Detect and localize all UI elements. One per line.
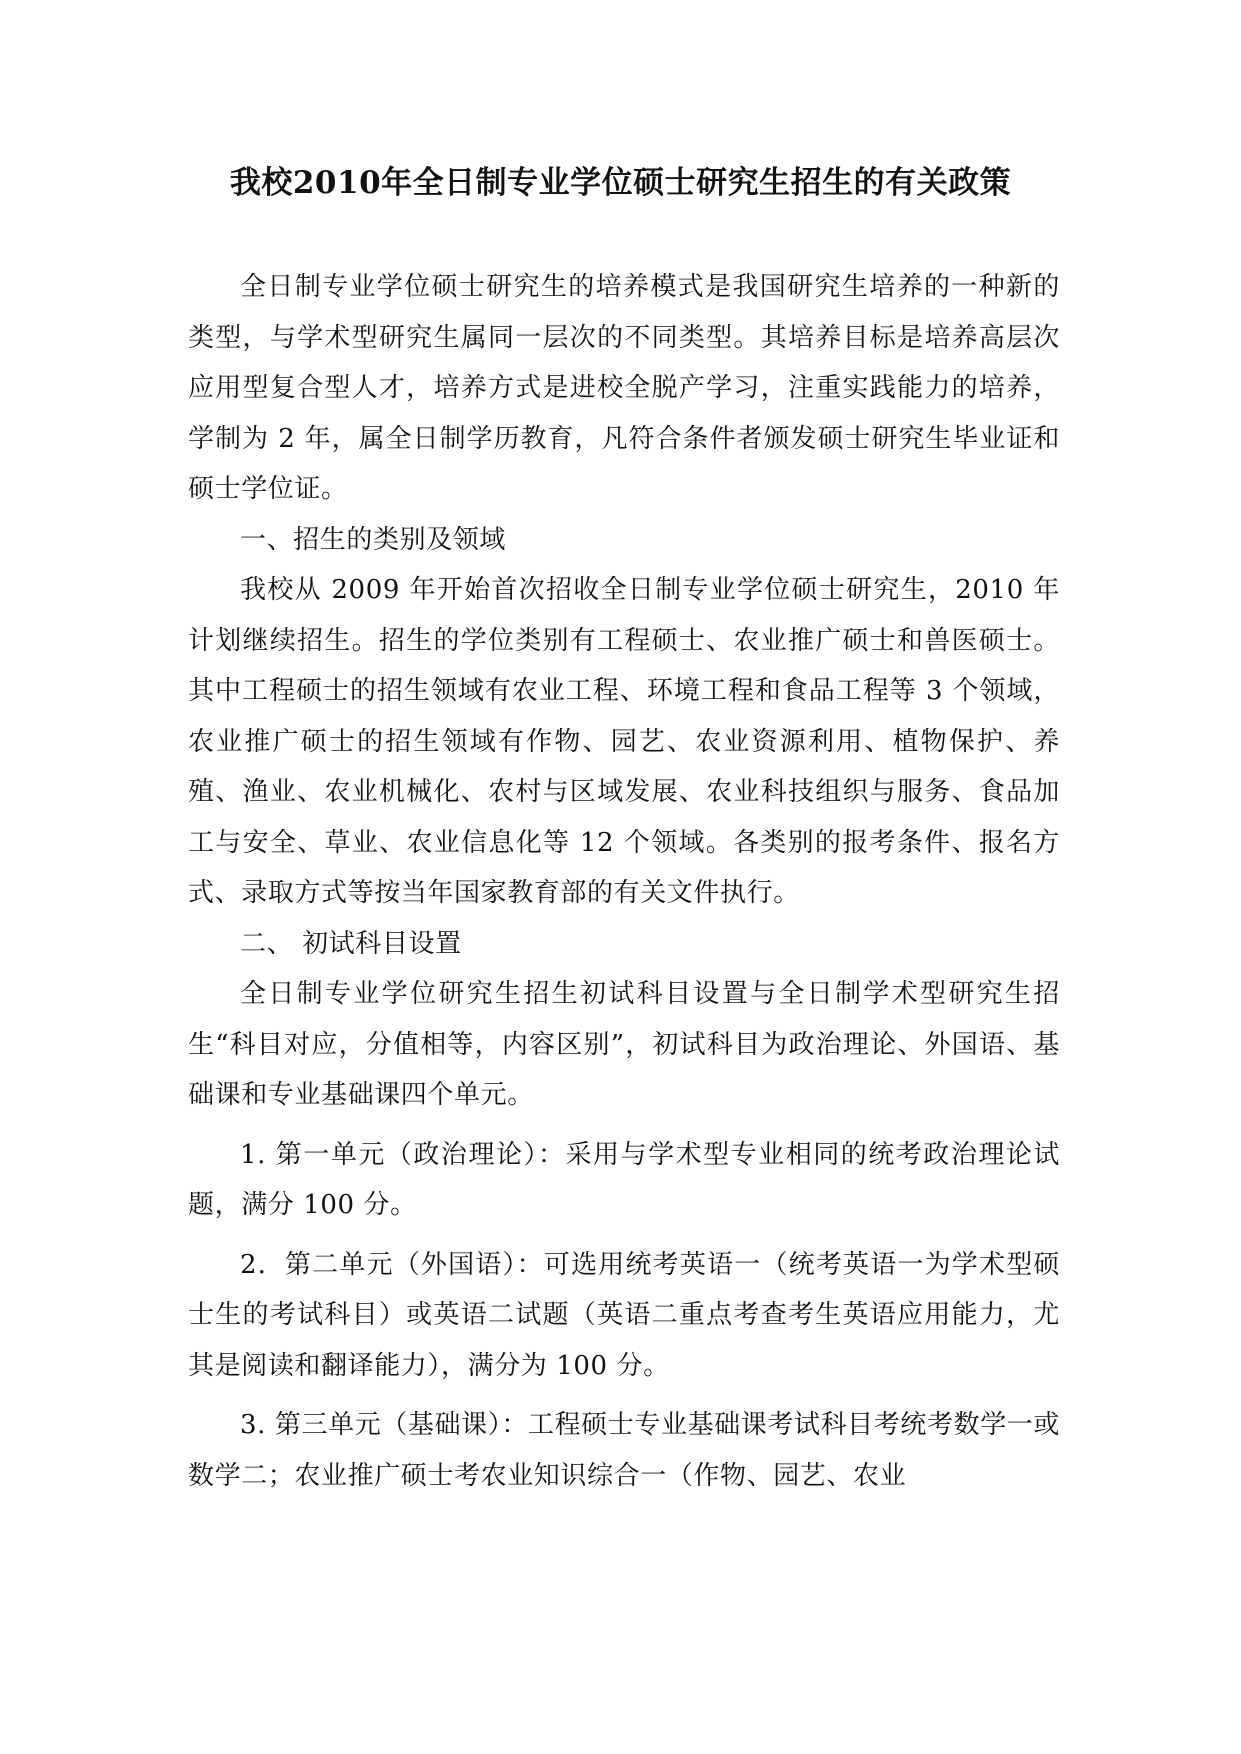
paragraph-exam-subjects: 全日制专业学位研究生招生初试科目设置与全日制学术型研究生招生“科目对应，分值相等，内容区别”，初试科目为政治理论、外国语、基础课和专业基础课四个单元。: [188, 979, 1060, 1110]
list-item-unit-3: 3. 第三单元（基础课）：工程硕士专业基础课考试科目考统考数学一或数学二；农业推广硕士考农业知识综合一（作物、园艺、农业: [188, 1410, 1060, 1491]
list-item-unit-1: 1. 第一单元（政治理论）：采用与学术型专业相同的统考政治理论试题，满分 100 分。: [188, 1139, 1060, 1220]
document-body: [188, 262, 1060, 1501]
document-title: 我校2010年全日制专业学位硕士研究生招生的有关政策: [229, 165, 1012, 201]
section-heading-exam-subjects: 二、 初试科目设置: [240, 928, 462, 959]
paragraph-intro: 全日制专业学位硕士研究生的培养模式是我国研究生培养的一种新的类型，与学术型研究生属同一层次的不同类型。其培养目标是培养高层次应用型复合型人才，培养方式是进校全脱产学习，注重实践能力的培养，学制为 2 年，属全日制学历教育，凡符合条件者颁发硕士研究生毕业证和硕士学位证。: [188, 272, 1060, 504]
paragraph-categories: 我校从 2009 年开始首次招收全日制专业学位硕士研究生，2010 年计划继续招生。招生的学位类别有工程硕士、农业推广硕士和兽医硕士。其中工程硕士的招生领域有农业工程、环境工程和食品工程等 3 个领域，农业推广硕士的招生领域有作物、园艺、农业资源利用、植物保护、养殖、渔业、农业机械化、农村与区域发展、农业科技组织与服务、食品加工与安全、草业、农业信息化等 12 个领域。各类别的报考条件、报名方式、录取方式等按当年国家教育部的有关文件执行。: [188, 575, 1060, 908]
section-heading-categories: 一、招生的类别及领域: [240, 524, 507, 555]
list-item-unit-2: 2．第二单元（外国语）：可选用统考英语一（统考英语一为学术型硕士生的考试科目）或英语二试题（英语二重点考查考生英语应用能力，尤其是阅读和翻译能力），满分为 100 分。: [188, 1249, 1060, 1381]
